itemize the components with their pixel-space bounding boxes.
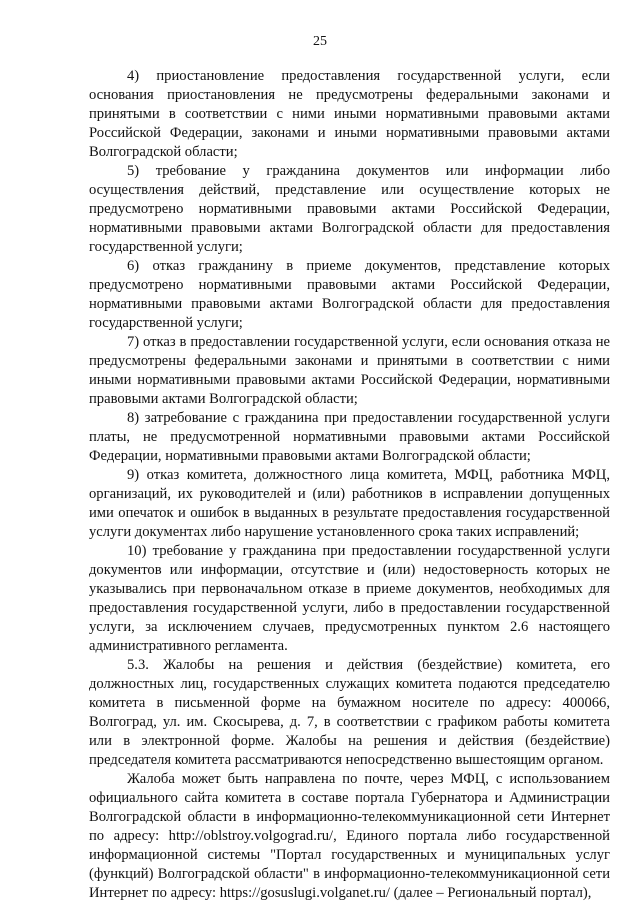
paragraph-complaint-channels: Жалоба может быть направлена по почте, через МФЦ, с использованием официального сайта комитета в составе портала Губернатора и Администрации Волгоградской области в информационно-телекоммуникационной сети Интернет по адресу: http://oblstroy.volgograd.ru/, Единого портала либо государственной информационной системы "Портал государственных и муниципальных услуг (функций) Волгоградской области" в информационно-телекоммуникационной сети Интернет по адресу: https://gosuslugi.volganet.ru/ (далее – Региональный портал), [89,771,610,901]
paragraph-item-5: 5) требование у гражданина документов или информации либо осуществления действий, представление или осуществление которых не предусмотрено нормативными правовыми актами Российской Федерации, нормативными правовыми актами Волгоградской области для предоставления государственной услуги; [89,163,610,255]
document-body [89,67,610,903]
paragraph-item-9: 9) отказ комитета, должностного лица комитета, МФЦ, работника МФЦ, организаций, их руководителей и (или) работников в исправлении допущенных ими опечаток и ошибок в выданных в результате предоставления государственной услуги документах либо нарушение установленного срока таких исправлений; [89,467,610,540]
paragraph-item-8: 8) затребование с гражданина при предоставлении государственной услуги платы, не предусмотренной нормативными правовыми актами Российской Федерации, нормативными правовыми актами Волгоградской области; [89,410,610,464]
paragraph-item-4: 4) приостановление предоставления государственной услуги, если основания приостановления не предусмотрены федеральными законами и принятыми в соответствии с ними иными нормативными правовыми актами Российской Федерации, законами и иными нормативными правовыми актами Волгоградской области; [89,68,610,160]
page-number: 25 [313,34,327,49]
paragraph-item-6: 6) отказ гражданину в приеме документов, представление которых предусмотрено нормативными правовыми актами Российской Федерации, нормативными правовыми актами Волгоградской области для предоставления государственной услуги; [89,258,610,331]
paragraph-item-7: 7) отказ в предоставлении государственной услуги, если основания отказа не предусмотрены федеральными законами и принятыми в соответствии с ними иными нормативными правовыми актами Российской Федерации, нормативными правовыми актами Волгоградской области; [89,334,610,407]
paragraph-item-10: 10) требование у гражданина при предоставлении государственной услуги документов или информации, отсутствие и (или) недостоверность которых не указывались при первоначальном отказе в приеме документов, необходимых для предоставления государственной услуги, либо в предоставлении государственной услуги, за исключением случаев, предусмотренных пунктом 2.6 настоящего административного регламента. [89,543,610,654]
paragraph-section-5-3: 5.3. Жалобы на решения и действия (бездействие) комитета, его должностных лиц, государственных служащих комитета подаются председателю комитета в письменной форме на бумажном носителе по адресу: 400066, Волгоград, ул. им. Скосырева, д. 7, в соответствии с графиком работы комитета или в электронной форме. Жалобы на решения и действия (бездействие) председателя комитета рассматриваются непосредственно вышестоящим органом. [89,657,610,768]
